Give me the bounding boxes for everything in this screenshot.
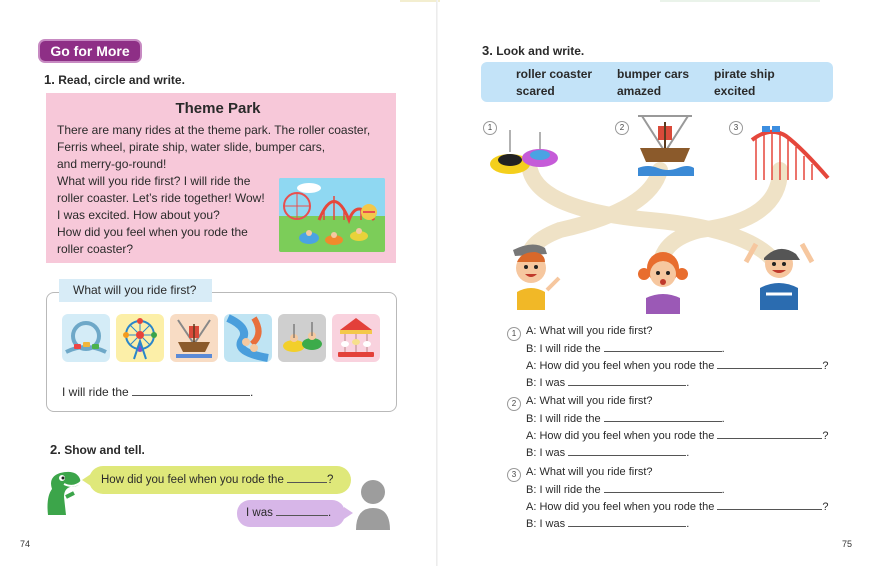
ferris-wheel-icon[interactable]: [116, 314, 164, 362]
dialogue-line-b1: [526, 483, 725, 496]
dialogue-number: 1: [507, 327, 521, 341]
dialogue-line-a1: A: What will you ride first?: [526, 395, 653, 407]
question-mark: ?: [822, 360, 829, 372]
bubble-tail: [344, 507, 353, 519]
bubble-tail: [82, 474, 91, 486]
dialogue-line-a2: [526, 500, 829, 513]
roller-coaster-icon: [750, 120, 830, 180]
theme-park-illustration: [279, 178, 385, 252]
dinosaur-character-icon: [42, 467, 86, 517]
passage-line: and merry-go-round!: [57, 157, 167, 171]
bumper-cars-icon[interactable]: [278, 314, 326, 362]
dialogue-text: B: I will ride the: [526, 343, 601, 355]
boy-character-icon: [505, 240, 563, 310]
period: .: [721, 484, 725, 496]
page-number-left: 74: [20, 539, 31, 549]
passage-line: There are many rides at the theme park. The roller coaster,: [57, 123, 371, 137]
dialogue-text: A: How did you feel when you rode the: [526, 360, 715, 372]
word-bank-item: bumper cars: [617, 67, 690, 81]
passage-line: roller coaster. Let’s ride together! Wow!: [57, 191, 265, 205]
bumper-cars-icon: [488, 130, 564, 180]
page-number-right: 75: [842, 539, 853, 549]
dialogue-line-a2: [526, 359, 829, 372]
section-3-heading: [482, 43, 584, 58]
dialogue-text: A: How did you feel when you rode the: [526, 430, 715, 442]
question-mark: ?: [822, 430, 829, 442]
dialogue-text: B: I will ride the: [526, 413, 601, 425]
person-silhouette-icon: [354, 476, 392, 530]
answer-prefix: I will ride the: [62, 385, 129, 399]
passage-title: Theme Park: [175, 100, 261, 117]
passage-line: What will you ride first? I will ride the: [57, 174, 251, 188]
dialogue-line-b1: [526, 342, 725, 355]
dialogue-text: A: How did you feel when you rode the: [526, 501, 715, 513]
dialogue-line-a1: A: What will you ride first?: [526, 325, 653, 337]
dialogue-text: B: I will ride the: [526, 484, 601, 496]
passage-line: How did you feel when you rode the: [57, 225, 248, 239]
page-fold: [436, 0, 438, 566]
capped-boy-character-icon: [742, 238, 816, 310]
section-1-number: 1.: [44, 72, 55, 87]
roller-coaster-icon[interactable]: [62, 314, 110, 362]
answer-blank[interactable]: [568, 517, 686, 527]
girl-character-icon: [636, 244, 690, 314]
word-bank-item: excited: [714, 84, 756, 98]
dialogue-line-a1: A: What will you ride first?: [526, 466, 653, 478]
period: .: [721, 413, 725, 425]
dialogue-number: 3: [507, 468, 521, 482]
merry-go-round-icon[interactable]: [332, 314, 380, 362]
dialogue-number: 2: [507, 397, 521, 411]
section-2-heading: [50, 442, 145, 457]
section-1-heading: [44, 72, 185, 87]
period: .: [721, 343, 725, 355]
word-bank-item: pirate ship: [714, 67, 775, 81]
answer-blank[interactable]: [717, 429, 822, 439]
ride-answer: [62, 385, 253, 399]
section-2-title: Show and tell.: [64, 443, 145, 457]
picture-number: 2: [615, 121, 629, 135]
section-3-number: 3.: [482, 43, 493, 58]
answer-blank[interactable]: [568, 376, 686, 386]
passage-line: roller coaster?: [57, 242, 134, 256]
picture-number: 1: [483, 121, 497, 135]
period: .: [686, 518, 690, 530]
dialogue-line-b2: [526, 446, 689, 459]
bubble-answer-text: I was: [246, 507, 273, 519]
bubble-answer-period: .: [328, 507, 332, 519]
question-mark: ?: [822, 501, 829, 513]
pirate-ship-icon: [634, 112, 696, 180]
bubble-question-blank[interactable]: [287, 473, 327, 483]
bubble-answer-blank[interactable]: [276, 506, 328, 516]
section-3-title: Look and write.: [496, 44, 585, 58]
answer-blank[interactable]: [717, 359, 822, 369]
dialogue-text: B: I was: [526, 447, 566, 459]
question-tab: What will you ride first?: [59, 279, 212, 302]
dialogue-line-a2: [526, 429, 829, 442]
word-bank-item: scared: [516, 84, 555, 98]
answer-blank[interactable]: [717, 500, 822, 510]
passage-line: I was excited. How about you?: [57, 208, 220, 222]
dialogue-line-b1: [526, 412, 725, 425]
section-2-number: 2.: [50, 442, 61, 457]
period: .: [686, 377, 690, 389]
pirate-ship-icon[interactable]: [170, 314, 218, 362]
picture-number: 3: [729, 121, 743, 135]
answer-blank[interactable]: [604, 342, 722, 352]
answer-blank[interactable]: [132, 386, 250, 396]
answer-blank[interactable]: [604, 412, 722, 422]
dialogue-line-b2: [526, 376, 689, 389]
dialogue-text: B: I was: [526, 518, 566, 530]
answer-blank[interactable]: [568, 446, 686, 456]
bubble-question-mark: ?: [327, 474, 334, 486]
section-1-title: Read, circle and write.: [58, 73, 185, 87]
bubble-question-text: How did you feel when you rode the: [101, 474, 284, 486]
period: .: [686, 447, 690, 459]
dialogue-text: B: I was: [526, 377, 566, 389]
answer-blank[interactable]: [604, 483, 722, 493]
speech-bubble-question: [89, 466, 351, 494]
word-bank-item: amazed: [617, 84, 662, 98]
speech-bubble-answer: [237, 500, 345, 527]
passage-line: Ferris wheel, pirate ship, water slide, bumper cars,: [57, 140, 326, 154]
dialogue-line-b2: [526, 517, 689, 530]
water-slide-icon[interactable]: [224, 314, 272, 362]
answer-suffix: .: [250, 385, 254, 399]
go-for-more-badge: Go for More: [38, 39, 142, 63]
word-bank-item: roller coaster: [516, 67, 593, 81]
